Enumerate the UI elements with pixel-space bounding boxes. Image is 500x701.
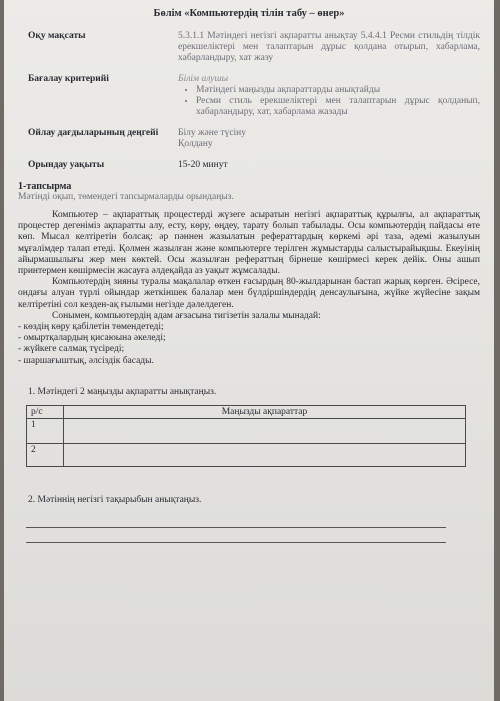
section-title: Бөлім «Компьютердің тілін табу – өнер» bbox=[153, 8, 345, 19]
goals-row bbox=[18, 31, 480, 64]
question-2: 2. Мәтіннің негізгі тақырыбын анықтаңыз. bbox=[28, 494, 202, 505]
table-row bbox=[27, 418, 466, 443]
level-value-2: Қолдану bbox=[178, 139, 213, 149]
table-cell-number: 2 bbox=[27, 443, 64, 466]
table-cell-answer[interactable] bbox=[64, 418, 466, 443]
harm-item: - көздің көру қабілетін төмендетеді; bbox=[18, 322, 164, 333]
criteria-intro: Білім алушы bbox=[178, 74, 229, 84]
table-header-info: Маңызды ақпараттар bbox=[64, 405, 466, 418]
text-paragraph: Компьютердің зияны туралы мақалалар өткен ғасырдың 80-жылдарынан бастап жарық көрген. Әсіресе, ондағы алуан түрлі ойындар жеткіншек балалар мен бүлдіршіндердің денсаулығына, жүйке жүйесіне зақым келтіретіні сол кезден-ақ ғылыми негізде дәлелдеген. bbox=[18, 277, 480, 310]
answer-table bbox=[26, 405, 466, 467]
task-subtitle: Мәтінді оқып, төмендегі тапсырмаларды орындаңыз. bbox=[18, 192, 234, 202]
level-label: Ойлау дағдыларының деңгейі bbox=[28, 128, 159, 138]
criteria-label: Бағалау критерийі bbox=[28, 74, 109, 84]
criteria-value bbox=[178, 74, 480, 118]
criteria-row bbox=[18, 74, 480, 118]
worksheet-page bbox=[4, 0, 494, 701]
question-1: 1. Мәтіндегі 2 маңызды ақпаратты анықтаңыз. bbox=[28, 386, 217, 397]
harm-item: - омыртқалардың қисаюына әкеледі; bbox=[18, 333, 166, 344]
table-row bbox=[27, 443, 466, 466]
answer-line[interactable] bbox=[26, 513, 446, 528]
goals-label: Оқу мақсаты bbox=[28, 31, 86, 41]
level-value bbox=[178, 128, 480, 150]
level-value-1: Білу және түсіну bbox=[178, 128, 247, 138]
text-paragraph: Сонымен, компьютердің адам ағзасына тигізетін залалы мынадай: bbox=[52, 310, 321, 321]
harm-item: - жүйкеге салмақ түсіреді; bbox=[18, 344, 125, 355]
goals-value: 5.3.1.1 Мәтіндегі негізгі ақпаратты анықтау 5.4.4.1 Ресми стильдің тілдік ерекшеліктері мен талаптарын дұрыс қолдана отырып, хабарлама, хабарландыру, хат жазу bbox=[178, 31, 480, 63]
criteria-list bbox=[178, 85, 480, 118]
table-cell-number: 1 bbox=[27, 418, 64, 443]
answer-line[interactable] bbox=[26, 528, 446, 543]
table-header-number: р/с bbox=[27, 405, 64, 418]
text-paragraph: Компьютер – ақпараттық процестерді жүзеге асыратын негізгі ақпараттық құрылғы, ал ақпараттық процестер дегеніміз ақпаратты алу, есту, көру, өңдеу, тарату болып табылады. Осы компьютердің пайдасы өте көп. Мысал келтіретін болсақ: әр пәннен жазылатын рефераттардың көркемі әрі таза, әдемі жазылуын мұғалімдер талап етеді. Қолмен жазылған және компьютерге терілген жұмыстарды салыстырайықшы. Екеуінің айырмашылығы жер мен көктей. Осы жазылған рефераттың бірнеше көшірмесі керек дейік. Оны ашып принтермен көшірмесін жасауға әлдеқайда аз уақыт жұмсалады. bbox=[18, 210, 480, 277]
time-label: Орындау уақыты bbox=[28, 160, 105, 170]
table-cell-answer[interactable] bbox=[64, 443, 466, 466]
level-row bbox=[18, 128, 480, 150]
criteria-item: • Ресми стиль ерекшеліктері мен талаптарын дұрыс қолданып, хабарландыру, хат, хабарлама жазады bbox=[196, 96, 480, 118]
time-value: 15-20 минут bbox=[178, 160, 228, 170]
task-title: 1-тапсырма bbox=[18, 181, 72, 192]
harm-item: - шаршағыштық, әлсіздік басады. bbox=[18, 355, 154, 366]
table-header-row bbox=[27, 405, 466, 418]
time-row bbox=[18, 160, 480, 171]
criteria-item: • Мәтіндегі маңызды ақпараттарды анықтайды bbox=[196, 85, 480, 96]
